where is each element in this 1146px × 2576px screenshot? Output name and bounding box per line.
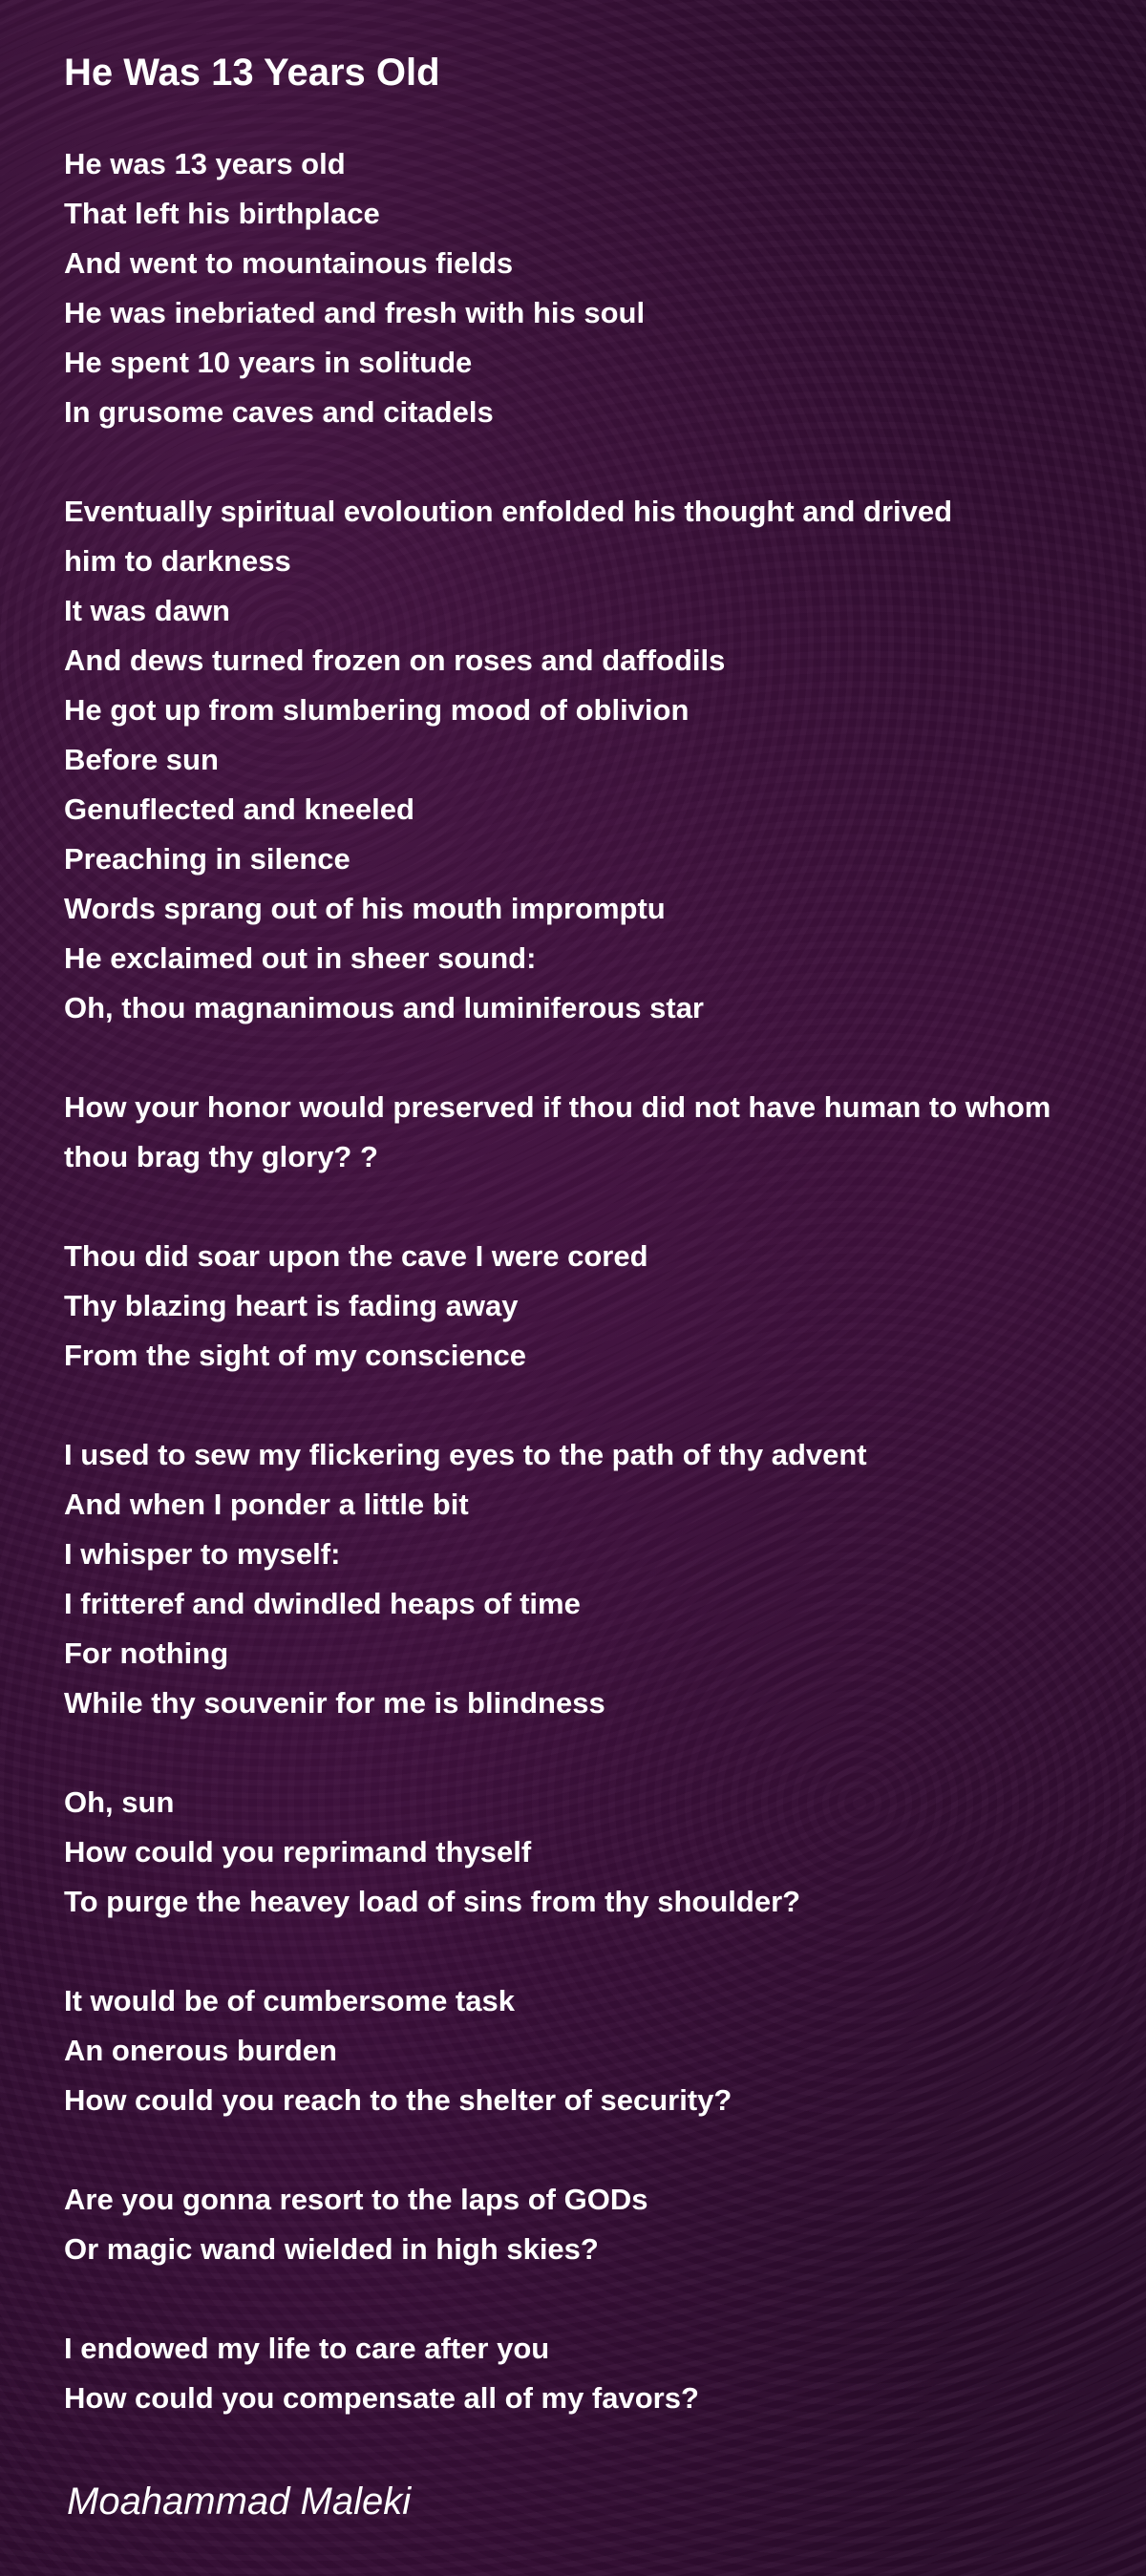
- poem-line: Genuflected and kneeled: [64, 792, 414, 826]
- poem-body: [64, 139, 1124, 2423]
- poem-container: [64, 46, 1124, 2423]
- poem-line: In grusome caves and citadels: [64, 395, 494, 429]
- poem-line: Or magic wand wielded in high skies?: [64, 2232, 599, 2266]
- poem-line: I used to sew my flickering eyes to the path of thy advent: [64, 1438, 867, 1471]
- poem-line: He spent 10 years in solitude: [64, 346, 473, 379]
- poem-line: He got up from slumbering mood of oblivion: [64, 693, 690, 727]
- poem-line: Before sun: [64, 743, 219, 776]
- poem-line: Are you gonna resort to the laps of GODs: [64, 2183, 648, 2216]
- stanza: [64, 487, 1124, 1033]
- stanza: [64, 1232, 1124, 1381]
- poem-line: How your honor would preserved if thou did not have human to whom: [64, 1090, 1051, 1124]
- poem-line: I fritteref and dwindled heaps of time: [64, 1587, 581, 1620]
- poem-line: How could you reprimand thyself: [64, 1835, 532, 1869]
- poem-line: Eventually spiritual evoloution enfolded his thought and drived: [64, 495, 953, 528]
- poem-line: him to darkness: [64, 544, 291, 578]
- poem-line: Thou did soar upon the cave I were cored: [64, 1239, 648, 1273]
- poem-line: To purge the heavey load of sins from thy shoulder?: [64, 1885, 801, 1918]
- poem-line: Preaching in silence: [64, 842, 350, 876]
- stanza: [64, 1430, 1124, 1728]
- poem-line: From the sight of my conscience: [64, 1339, 527, 1372]
- poem-title: He Was 13 Years Old: [64, 52, 440, 94]
- poem-line: thou brag thy glory? ?: [64, 1140, 378, 1173]
- poem-line: It would be of cumbersome task: [64, 1984, 515, 2017]
- stanza: [64, 2175, 1124, 2274]
- poem-line: He was 13 years old: [64, 147, 346, 180]
- poem-line: An onerous burden: [64, 2034, 337, 2067]
- poem-line: Oh, thou magnanimous and luminiferous star: [64, 991, 704, 1024]
- poem-line: How could you compensate all of my favors?: [64, 2381, 699, 2415]
- poem-line: While thy souvenir for me is blindness: [64, 1686, 605, 1720]
- stanza: [64, 1083, 1124, 1182]
- poem-line: And went to mountainous fields: [64, 246, 514, 280]
- poem-line: It was dawn: [64, 594, 230, 627]
- poem-line: And dews turned frozen on roses and daffodils: [64, 644, 726, 677]
- poem-line: Words sprang out of his mouth impromptu: [64, 892, 666, 925]
- poem-line: He exclaimed out in sheer sound:: [64, 941, 537, 975]
- poem-line: How could you reach to the shelter of security?: [64, 2083, 732, 2117]
- stanza: [64, 139, 1124, 437]
- poem-author: Moahammad Maleki: [67, 2481, 412, 2523]
- poem-line: Thy blazing heart is fading away: [64, 1289, 519, 1322]
- stanza: [64, 2324, 1124, 2423]
- poem-line: For nothing: [64, 1636, 229, 1670]
- poem-line: And when I ponder a little bit: [64, 1488, 469, 1521]
- poem-line: That left his birthplace: [64, 197, 380, 230]
- poem-line: I endowed my life to care after you: [64, 2332, 550, 2365]
- poem-line: I whisper to myself:: [64, 1537, 341, 1571]
- stanza: [64, 1976, 1124, 2125]
- stanza: [64, 1778, 1124, 1927]
- poem-line: He was inebriated and fresh with his soul: [64, 296, 646, 329]
- poem-line: Oh, sun: [64, 1785, 175, 1819]
